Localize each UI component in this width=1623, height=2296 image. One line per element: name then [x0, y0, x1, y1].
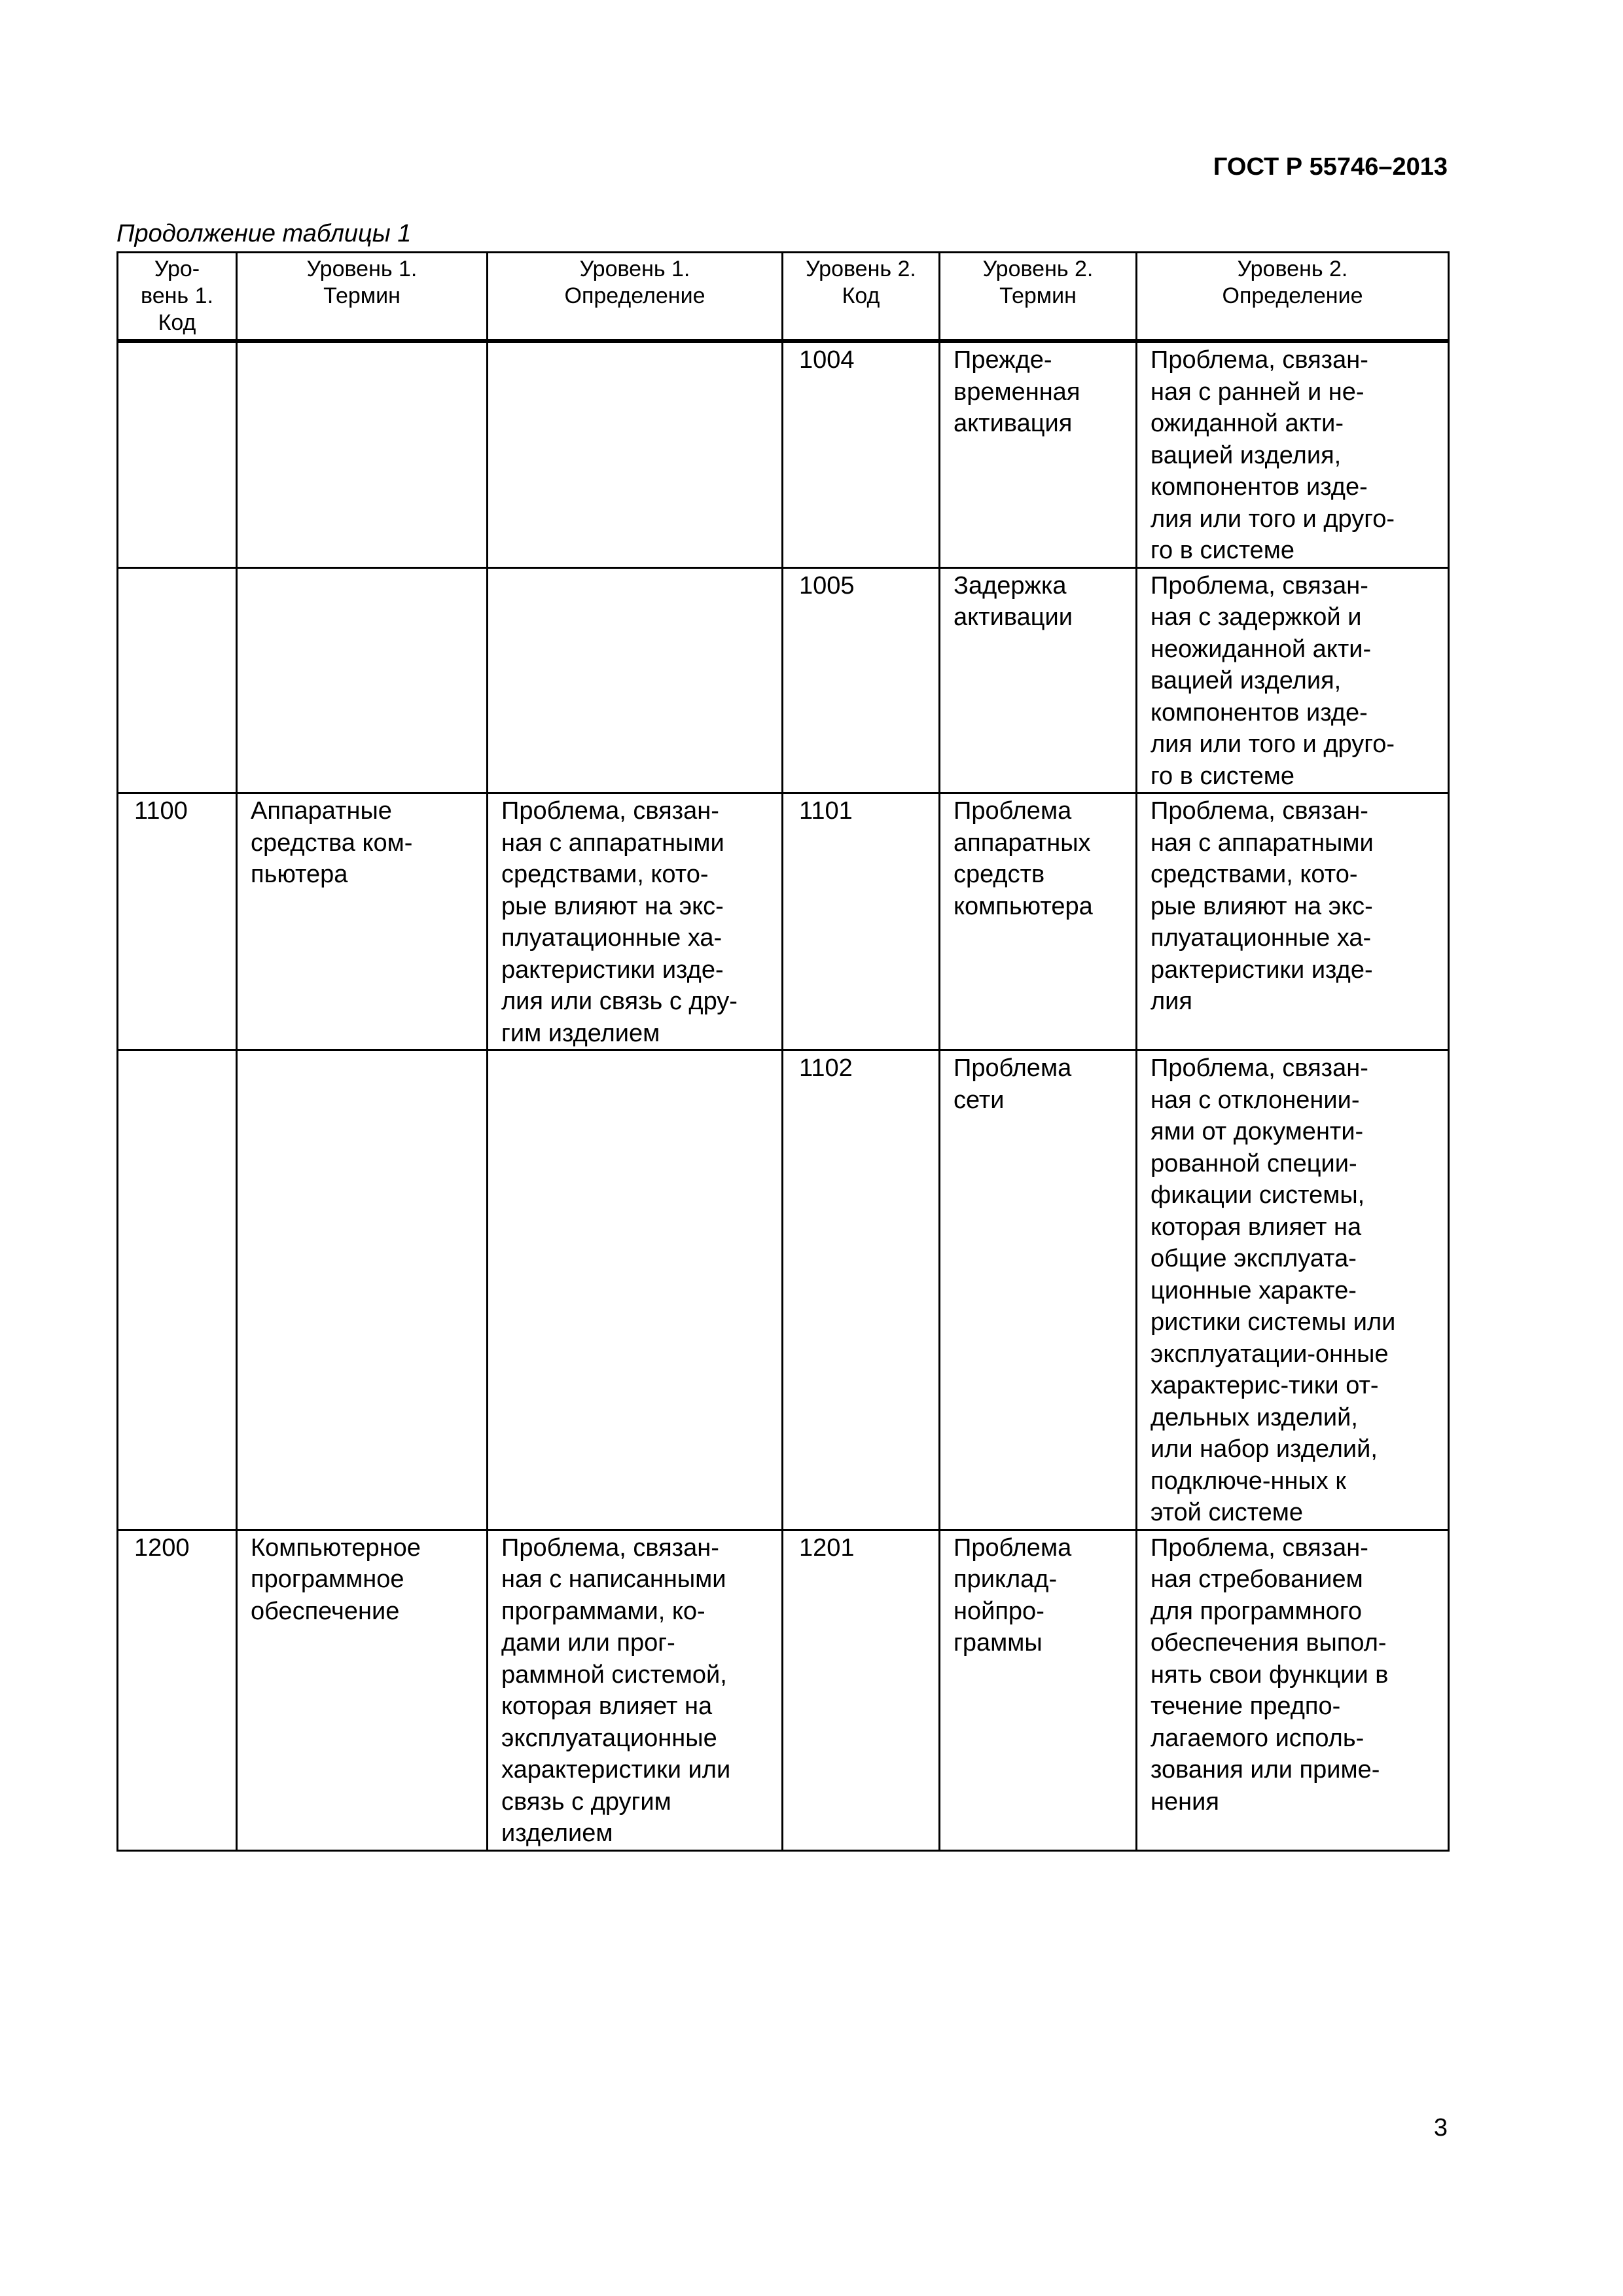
l1-definition-cell: [488, 567, 783, 793]
l1-term-cell: [237, 1050, 488, 1530]
column-header-l1-code: Уро- вень 1. Код: [118, 253, 237, 342]
l2-definition-cell: Проблема, связан- ная с задержкой и неожиданной акти- вацией изделия, компонентов изде- лия или того и друго- го в системе: [1137, 567, 1449, 793]
l1-code-cell: [118, 1050, 237, 1530]
l1-term-cell: Аппаратные средства ком- пьютера: [237, 793, 488, 1050]
l1-term-cell: [237, 341, 488, 567]
l1-code-cell: [118, 341, 237, 567]
l1-code-cell: [118, 567, 237, 793]
l2-term-cell: Задержка активации: [940, 567, 1137, 793]
table-row: [118, 1050, 1449, 1530]
l1-term-cell: Компьютерное программное обеспечение: [237, 1530, 488, 1850]
l2-code-cell: 1005: [783, 567, 940, 793]
table-row: [118, 793, 1449, 1050]
column-header-l2-definition: Уровень 2. Определение: [1137, 253, 1449, 342]
table-row: [118, 567, 1449, 793]
l2-code-cell: 1004: [783, 341, 940, 567]
l1-definition-cell: [488, 1050, 783, 1530]
l1-definition-cell: Проблема, связан- ная с аппаратными средствами, кото- рые влияют на экс- плуатационные ха- рактеристики изде- лия или связь с дру- гим изделием: [488, 793, 783, 1050]
l2-code-cell: 1101: [783, 793, 940, 1050]
column-header-l1-term: Уровень 1. Термин: [237, 253, 488, 342]
column-header-l2-code: Уровень 2. Код: [783, 253, 940, 342]
document-id-header: ГОСТ Р 55746–2013: [1213, 153, 1448, 181]
l1-term-cell: [237, 567, 488, 793]
l2-definition-cell: Проблема, связан- ная стребованием для программного обеспечения выпол- нять свои функции в течение предпо- лагаемого исполь- зования или приме- нения: [1137, 1530, 1449, 1850]
column-header-l2-term: Уровень 2. Термин: [940, 253, 1137, 342]
l1-code-cell: 1100: [118, 793, 237, 1050]
l2-term-cell: Проблема сети: [940, 1050, 1137, 1530]
page-number: 3: [1433, 2114, 1448, 2142]
l2-term-cell: Проблема аппаратных средств компьютера: [940, 793, 1137, 1050]
table-row: [118, 1530, 1449, 1850]
table-header-row: [118, 253, 1449, 342]
table-caption: Продолжение таблицы 1: [116, 220, 412, 247]
l2-definition-cell: Проблема, связан- ная с ранней и не- ожиданной акти- вацией изделия, компонентов изде- лия или того и друго- го в системе: [1137, 341, 1449, 567]
column-header-l1-definition: Уровень 1. Определение: [488, 253, 783, 342]
l2-code-cell: 1201: [783, 1530, 940, 1850]
l1-definition-cell: [488, 341, 783, 567]
l2-term-cell: Прежде- временная активация: [940, 341, 1137, 567]
l1-code-cell: 1200: [118, 1530, 237, 1850]
classification-table: [116, 251, 1450, 1852]
l2-term-cell: Проблема приклад- нойпро- граммы: [940, 1530, 1137, 1850]
table-row: [118, 341, 1449, 567]
l2-definition-cell: Проблема, связан- ная с аппаратными средствами, кото- рые влияют на экс- плуатационные ха- рактеристики изде- лия: [1137, 793, 1449, 1050]
l2-code-cell: 1102: [783, 1050, 940, 1530]
l2-definition-cell: Проблема, связан- ная с отклонении- ями от документи- рованной специи- фикации системы, которая влияет на общие эксплуата- ционные характе- ристики системы или эксплуатации-онные характерис-тики от- дельных изделий, или набор изделий, подключе-нных к этой системе: [1137, 1050, 1449, 1530]
l1-definition-cell: Проблема, связан- ная с написанными программами, ко- дами или прог- раммной системой, которая влияет на эксплуатационные характеристики или связь с другим изделием: [488, 1530, 783, 1850]
